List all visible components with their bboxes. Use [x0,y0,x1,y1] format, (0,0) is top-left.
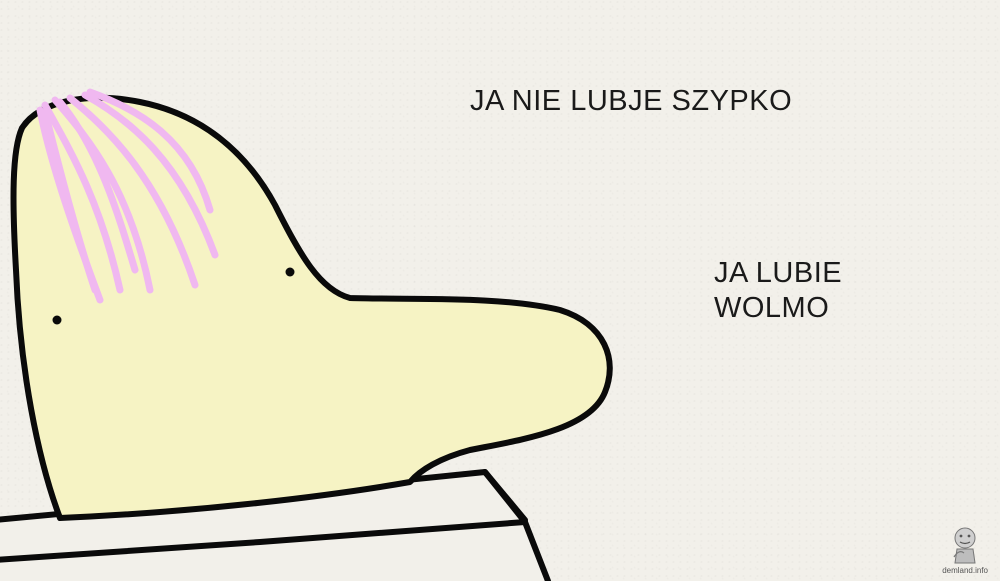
eye-left [53,316,62,325]
watermark-logo-icon [951,527,979,565]
caption-top: JA NIE LUBJE SZYPKO [470,85,793,117]
caption-bottom [714,256,842,326]
caption-bottom-line2: WOLMO [714,291,830,324]
watermark [942,527,988,575]
watermark-text: demland.info [942,566,988,575]
eye-right [286,268,295,277]
caption-bottom-line1: JA LUBIE [714,257,843,289]
